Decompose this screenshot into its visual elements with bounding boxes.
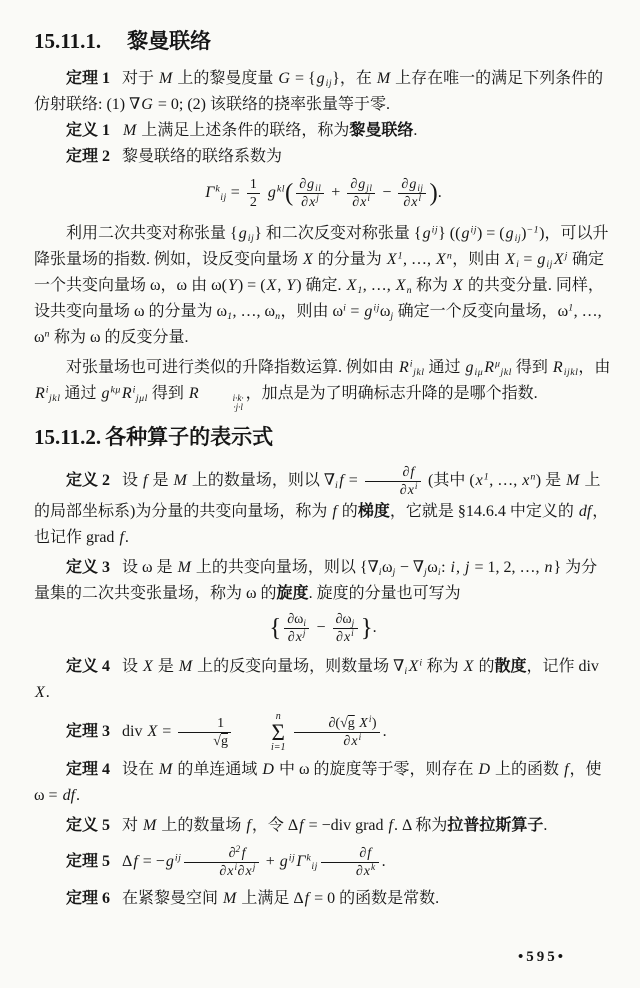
para-definition-1	[34, 118, 612, 144]
definition-1-text: M 上满足上述条件的联络，称为黎曼联络.	[123, 122, 418, 139]
theorem-3-label: 定理 3	[66, 723, 111, 741]
para-theorem-6	[34, 886, 612, 912]
para-tensor-index-operations: 对张量场也可进行类似的升降指数运算. 例如由 $R^i_{jkl}$ 通过 $g_{i\mu}R^\mu_{jkl}$ 得到 $R_{ijkl}$，由 $R^i_{jkl}$ 通过 $g^{k\mu}R^i_{j\mu l}$ 得到 R i·k· ·j·l ，加点是为了明确标志升降的是哪个指数.	[35, 358, 611, 413]
theorem-6-text: 在紧黎曼空间 M 上满足 Δf = 0 的函数是常数.	[122, 890, 440, 908]
definition-4-text: 设 X 是 M 上的反变向量场，则数量场 $\nabla_iX^i$ 称为 X 的散度，记作 div X.	[35, 657, 599, 702]
para-theorem-1	[34, 66, 612, 118]
para-theorem-3-divergence-formula	[34, 712, 612, 753]
theorem-4-text: 设在 M 的单连通域 D 中 ω 的旋度等于零，则存在 D 上的函数 f，使 ω = df.	[34, 761, 602, 805]
theorem-1-label: 定理 1	[66, 70, 111, 87]
definition-4-label: 定义 4	[66, 658, 111, 676]
theorem-5-label: 定理 5	[66, 853, 111, 871]
theorem-5-formula: $\Delta f = -g^{ij}$ $\frac{\partial^2f}{\partial x^i\partial x^j}$ + $g^{ij}\Gamma^k_{ij}$ $\frac{\partial f}{\partial x^k}$ .	[122, 844, 386, 880]
section-heading-operator-expressions	[34, 422, 612, 452]
theorem-6-label: 定理 6	[66, 890, 111, 908]
definition-5-label: 定义 5	[66, 817, 111, 835]
para-definition-2	[34, 464, 612, 551]
para-definition-3	[34, 555, 612, 607]
formula-christoffel-symbols: $\Gamma^k_{ij}$ = $\frac{1}{2}$ $g^{kl}$( $\frac{\partial g_{il}}{\partial x^j}$ + $\frac{\partial g_{jl}}{\partial x^i}$ − $\frac{\partial g_{ij}}{\partial x^l}$ ).	[205, 177, 442, 210]
page-number: •595•	[517, 949, 566, 965]
definition-3-text: 设 ω 是 M 上的共变向量场，则以 {$\nabla_i\omega_j - \nabla_j\omega_i$: i, j = 1, 2, …, n} 为分量集的二次共变张量场，称为 ω 的旋度. 旋度的分量也可写为	[34, 559, 598, 603]
definition-1-label: 定义 1	[66, 122, 111, 139]
para-theorem-4	[34, 757, 612, 809]
theorem-2-label: 定理 2	[66, 148, 111, 165]
definition-3-label: 定义 3	[66, 559, 111, 577]
section-number: 15.11.1.	[34, 29, 102, 53]
section-title: 各种算子的表示式	[105, 425, 274, 450]
para-index-raising-lowering: 利用二次共变对称张量 $\{g_{ij}\}$ 和二次反变对称张量 $\{g^{ij}\} ((g^{ij}) = (g_{ij})^{-1})$，可以升降张量场的指数. 例如，设反变向量场 X 的分量为 $X^1$, …, $X^n$，则由 $X_i = g_{ij}X^j$ 确定一个共变向量场 ω，ω 由 ω(Y) = (X, Y) 确定. $X_1$, …, $X_n$ 称为 X 的共变分量. 同样，设共变向量场 ω 的分量为 $\omega_1$, …, $\omega_n$，则由 $\omega^i = g^{ij}\omega_j$ 确定一个反变向量场，$\omega^1$, …, $\omega^n$ 称为 ω 的反变分量.	[34, 224, 609, 346]
para-definition-4	[34, 654, 612, 706]
theorem-2-text: 黎曼联络的联络系数为	[122, 148, 283, 165]
theorem-1-text: 对于 M 上的黎曼度量 $G = \{g_{ij}\}$，在 M 上存在唯一的满足下列条件的仿射联络: (1) ∇G = 0; (2) 该联络的挠率张量等于零.	[34, 70, 604, 113]
para-theorem-2	[34, 144, 612, 170]
para-theorem-5-laplacian-formula	[34, 845, 612, 880]
theorem-3-formula: div X = $\frac{1}{√g}$ n Σ i=1 $\frac{\partial(√g X^i)}{\partial x^i}$ .	[122, 711, 387, 754]
para-definition-5	[34, 813, 612, 839]
section-number: 15.11.2.	[34, 425, 102, 450]
theorem-4-label: 定理 4	[66, 761, 111, 779]
section-title: 黎曼联络	[127, 29, 212, 53]
formula-curl-components: { $\frac{\partial\omega_i}{\partial x^j}$ − $\frac{\partial\omega_j}{\partial x^i}$ }.	[269, 612, 377, 646]
definition-2-label: 定义 2	[66, 472, 111, 490]
definition-5-text: 对 M 上的数量场 f，令 Δf = −div grad f. Δ 称为拉普拉斯算子.	[122, 817, 548, 835]
definition-2-text: 设 f 是 M 上的数量场，则以 $\nabla_if$ = $\frac{\partial f}{\partial x^i}$ (其中 ($x^1$, …, $x^n$) 是 M 上的局部坐标系)为分量的共变向量场，称为 f 的梯度，它就是 §14.6.4 中定义的 df，也记作 grad f.	[34, 465, 609, 547]
section-heading-riemann-connection	[34, 26, 612, 56]
